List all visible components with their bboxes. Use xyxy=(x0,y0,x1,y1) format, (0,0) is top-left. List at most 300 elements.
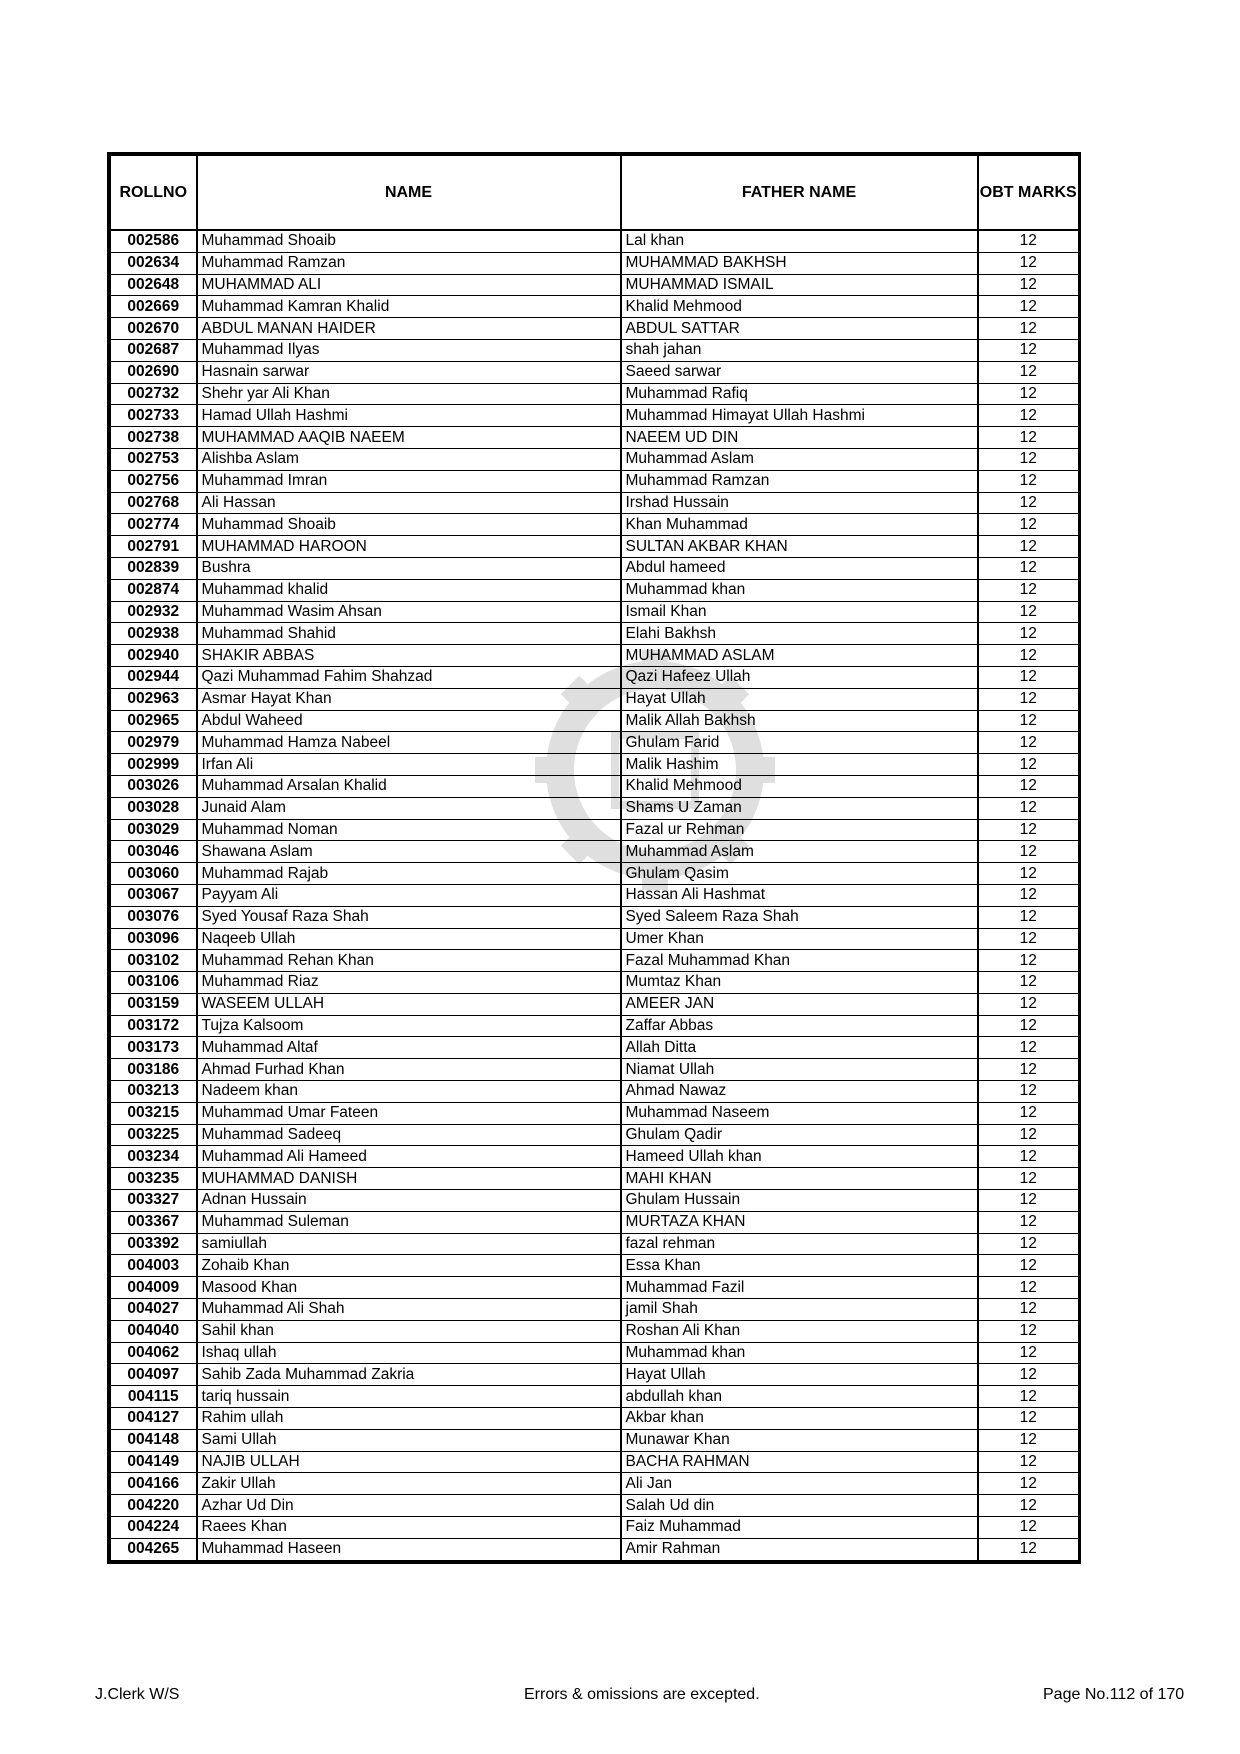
cell-obt-marks: 12 xyxy=(978,928,1079,950)
cell-father-name: fazal rehman xyxy=(621,1233,978,1255)
cell-obt-marks: 12 xyxy=(978,732,1079,754)
cell-rollno: 004003 xyxy=(111,1255,197,1277)
cell-father-name: Ismail Khan xyxy=(621,601,978,623)
cell-rollno: 002965 xyxy=(111,710,197,732)
cell-name: Muhammad Noman xyxy=(197,819,621,841)
table-row xyxy=(111,1538,1079,1560)
cell-obt-marks: 12 xyxy=(978,1299,1079,1321)
cell-father-name: Akbar khan xyxy=(621,1408,978,1430)
cell-name: Zohaib Khan xyxy=(197,1255,621,1277)
cell-name: Muhammad Shoaib xyxy=(197,514,621,536)
cell-rollno: 004027 xyxy=(111,1299,197,1321)
table-row xyxy=(111,841,1079,863)
cell-obt-marks: 12 xyxy=(978,1451,1079,1473)
cell-name: Bushra xyxy=(197,557,621,579)
cell-name: Muhammad Kamran Khalid xyxy=(197,296,621,318)
table-row xyxy=(111,1320,1079,1342)
cell-father-name: Niamat Ullah xyxy=(621,1059,978,1081)
footer-page-number: Page No.112 of 170 xyxy=(1043,1686,1185,1703)
cell-father-name: Malik Hashim xyxy=(621,754,978,776)
cell-obt-marks: 12 xyxy=(978,863,1079,885)
table-row xyxy=(111,754,1079,776)
table-row xyxy=(111,1211,1079,1233)
table-row xyxy=(111,1386,1079,1408)
cell-name: Muhammad Hamza Nabeel xyxy=(197,732,621,754)
cell-obt-marks: 12 xyxy=(978,383,1079,405)
cell-obt-marks: 12 xyxy=(978,1408,1079,1430)
cell-obt-marks: 12 xyxy=(978,339,1079,361)
table-row xyxy=(111,1342,1079,1364)
cell-obt-marks: 12 xyxy=(978,1538,1079,1560)
cell-name: Muhammad Altaf xyxy=(197,1037,621,1059)
table-row xyxy=(111,863,1079,885)
table-row xyxy=(111,1124,1079,1146)
cell-rollno: 004148 xyxy=(111,1429,197,1451)
cell-name: Irfan Ali xyxy=(197,754,621,776)
table-row xyxy=(111,492,1079,514)
cell-obt-marks: 12 xyxy=(978,1059,1079,1081)
cell-father-name: Muhammad khan xyxy=(621,579,978,601)
cell-obt-marks: 12 xyxy=(978,1255,1079,1277)
table-row xyxy=(111,318,1079,340)
cell-obt-marks: 12 xyxy=(978,1168,1079,1190)
table-row xyxy=(111,623,1079,645)
cell-rollno: 003172 xyxy=(111,1015,197,1037)
table-row xyxy=(111,1168,1079,1190)
table-row xyxy=(111,252,1079,274)
cell-name: Raees Khan xyxy=(197,1517,621,1539)
cell-obt-marks: 12 xyxy=(978,841,1079,863)
cell-name: Shehr yar Ali Khan xyxy=(197,383,621,405)
table-row xyxy=(111,230,1079,252)
table-row xyxy=(111,732,1079,754)
cell-name: Zakir Ullah xyxy=(197,1473,621,1495)
cell-rollno: 002774 xyxy=(111,514,197,536)
table-row xyxy=(111,427,1079,449)
table-row xyxy=(111,993,1079,1015)
cell-obt-marks: 12 xyxy=(978,666,1079,688)
cell-obt-marks: 12 xyxy=(978,972,1079,994)
cell-rollno: 004224 xyxy=(111,1517,197,1539)
cell-rollno: 002687 xyxy=(111,339,197,361)
cell-father-name: jamil Shah xyxy=(621,1299,978,1321)
cell-name: Muhammad Ali Shah xyxy=(197,1299,621,1321)
cell-name: Muhammad Imran xyxy=(197,470,621,492)
cell-name: Muhammad Umar Fateen xyxy=(197,1102,621,1124)
cell-obt-marks: 12 xyxy=(978,906,1079,928)
cell-obt-marks: 12 xyxy=(978,470,1079,492)
results-table xyxy=(110,155,1079,1561)
cell-father-name: Ghulam Farid xyxy=(621,732,978,754)
cell-father-name: Umer Khan xyxy=(621,928,978,950)
cell-obt-marks: 12 xyxy=(978,1233,1079,1255)
table-row xyxy=(111,1517,1079,1539)
header-rollno: ROLLNO xyxy=(111,156,197,231)
cell-father-name: Muhammad Aslam xyxy=(621,448,978,470)
cell-obt-marks: 12 xyxy=(978,775,1079,797)
cell-father-name: Ahmad Nawaz xyxy=(621,1081,978,1103)
cell-obt-marks: 12 xyxy=(978,1102,1079,1124)
cell-obt-marks: 12 xyxy=(978,1211,1079,1233)
cell-father-name: NAEEM UD DIN xyxy=(621,427,978,449)
table-row xyxy=(111,1429,1079,1451)
cell-father-name: Khalid Mehmood xyxy=(621,775,978,797)
cell-rollno: 002669 xyxy=(111,296,197,318)
table-row xyxy=(111,536,1079,558)
cell-name: MUHAMMAD DANISH xyxy=(197,1168,621,1190)
cell-name: Tujza Kalsoom xyxy=(197,1015,621,1037)
cell-name: Muhammad Wasim Ahsan xyxy=(197,601,621,623)
cell-father-name: Ghulam Hussain xyxy=(621,1190,978,1212)
cell-name: Asmar Hayat Khan xyxy=(197,688,621,710)
cell-rollno: 004166 xyxy=(111,1473,197,1495)
cell-name: Muhammad khalid xyxy=(197,579,621,601)
header-row xyxy=(111,156,1079,231)
cell-name: MUHAMMAD AAQIB NAEEM xyxy=(197,427,621,449)
results-table-container xyxy=(107,152,1081,1564)
cell-rollno: 002944 xyxy=(111,666,197,688)
cell-father-name: Mumtaz Khan xyxy=(621,972,978,994)
cell-obt-marks: 12 xyxy=(978,1124,1079,1146)
cell-rollno: 003029 xyxy=(111,819,197,841)
cell-name: SHAKIR ABBAS xyxy=(197,645,621,667)
cell-rollno: 003076 xyxy=(111,906,197,928)
cell-obt-marks: 12 xyxy=(978,1277,1079,1299)
cell-obt-marks: 12 xyxy=(978,623,1079,645)
table-row xyxy=(111,710,1079,732)
cell-name: Ali Hassan xyxy=(197,492,621,514)
table-row xyxy=(111,557,1079,579)
table-row xyxy=(111,1233,1079,1255)
cell-rollno: 003096 xyxy=(111,928,197,950)
table-row xyxy=(111,884,1079,906)
cell-name: Nadeem khan xyxy=(197,1081,621,1103)
cell-rollno: 003327 xyxy=(111,1190,197,1212)
table-row xyxy=(111,1037,1079,1059)
cell-obt-marks: 12 xyxy=(978,557,1079,579)
table-row xyxy=(111,579,1079,601)
cell-father-name: Khalid Mehmood xyxy=(621,296,978,318)
cell-rollno: 003046 xyxy=(111,841,197,863)
cell-father-name: MAHI KHAN xyxy=(621,1168,978,1190)
footer-disclaimer: Errors & omissions are excepted. xyxy=(524,1686,760,1703)
cell-rollno: 003106 xyxy=(111,972,197,994)
cell-obt-marks: 12 xyxy=(978,448,1079,470)
cell-father-name: shah jahan xyxy=(621,339,978,361)
cell-name: Masood Khan xyxy=(197,1277,621,1299)
cell-father-name: Muhammad Aslam xyxy=(621,841,978,863)
header-name: NAME xyxy=(197,156,621,231)
table-row xyxy=(111,645,1079,667)
cell-obt-marks: 12 xyxy=(978,1015,1079,1037)
cell-father-name: MUHAMMAD BAKHSH xyxy=(621,252,978,274)
table-row xyxy=(111,972,1079,994)
cell-father-name: Malik Allah Bakhsh xyxy=(621,710,978,732)
cell-rollno: 003026 xyxy=(111,775,197,797)
cell-father-name: Hameed Ullah khan xyxy=(621,1146,978,1168)
table-row xyxy=(111,1102,1079,1124)
cell-name: Qazi Muhammad Fahim Shahzad xyxy=(197,666,621,688)
cell-obt-marks: 12 xyxy=(978,950,1079,972)
table-row xyxy=(111,906,1079,928)
table-row xyxy=(111,1015,1079,1037)
cell-name: Junaid Alam xyxy=(197,797,621,819)
cell-obt-marks: 12 xyxy=(978,1495,1079,1517)
cell-rollno: 003060 xyxy=(111,863,197,885)
table-row xyxy=(111,666,1079,688)
table-row xyxy=(111,1190,1079,1212)
table-row xyxy=(111,1255,1079,1277)
cell-father-name: Faiz Muhammad xyxy=(621,1517,978,1539)
header-father-name: FATHER NAME xyxy=(621,156,978,231)
table-row xyxy=(111,296,1079,318)
cell-father-name: SULTAN AKBAR KHAN xyxy=(621,536,978,558)
cell-rollno: 002634 xyxy=(111,252,197,274)
cell-rollno: 003234 xyxy=(111,1146,197,1168)
cell-name: Adnan Hussain xyxy=(197,1190,621,1212)
table-row xyxy=(111,950,1079,972)
cell-name: Payyam Ali xyxy=(197,884,621,906)
cell-name: Sahil khan xyxy=(197,1320,621,1342)
cell-obt-marks: 12 xyxy=(978,1320,1079,1342)
cell-name: WASEEM ULLAH xyxy=(197,993,621,1015)
table-row xyxy=(111,470,1079,492)
cell-rollno: 003213 xyxy=(111,1081,197,1103)
cell-rollno: 003367 xyxy=(111,1211,197,1233)
cell-father-name: Salah Ud din xyxy=(621,1495,978,1517)
cell-obt-marks: 12 xyxy=(978,296,1079,318)
cell-obt-marks: 12 xyxy=(978,1190,1079,1212)
table-row xyxy=(111,1146,1079,1168)
cell-rollno: 003392 xyxy=(111,1233,197,1255)
cell-name: Muhammad Ali Hameed xyxy=(197,1146,621,1168)
header-obt-marks: OBT MARKS xyxy=(978,156,1079,231)
cell-father-name: Muhammad Ramzan xyxy=(621,470,978,492)
cell-obt-marks: 12 xyxy=(978,797,1079,819)
cell-father-name: Muhammad khan xyxy=(621,1342,978,1364)
cell-rollno: 002756 xyxy=(111,470,197,492)
cell-rollno: 002839 xyxy=(111,557,197,579)
table-row xyxy=(111,1081,1079,1103)
table-row xyxy=(111,819,1079,841)
cell-name: Muhammad Ramzan xyxy=(197,252,621,274)
cell-obt-marks: 12 xyxy=(978,514,1079,536)
cell-rollno: 004097 xyxy=(111,1364,197,1386)
cell-rollno: 003215 xyxy=(111,1102,197,1124)
cell-name: Hasnain sarwar xyxy=(197,361,621,383)
cell-rollno: 002791 xyxy=(111,536,197,558)
table-row xyxy=(111,1277,1079,1299)
cell-father-name: abdullah khan xyxy=(621,1386,978,1408)
cell-name: Naqeeb Ullah xyxy=(197,928,621,950)
table-row xyxy=(111,1059,1079,1081)
cell-father-name: Munawar Khan xyxy=(621,1429,978,1451)
cell-name: Muhammad Haseen xyxy=(197,1538,621,1560)
cell-father-name: Ali Jan xyxy=(621,1473,978,1495)
cell-father-name: Fazal Muhammad Khan xyxy=(621,950,978,972)
cell-father-name: Saeed sarwar xyxy=(621,361,978,383)
cell-father-name: Irshad Hussain xyxy=(621,492,978,514)
cell-obt-marks: 12 xyxy=(978,1342,1079,1364)
footer-left-text: J.Clerk W/S xyxy=(95,1686,180,1703)
cell-father-name: Muhammad Rafiq xyxy=(621,383,978,405)
cell-rollno: 002932 xyxy=(111,601,197,623)
cell-obt-marks: 12 xyxy=(978,645,1079,667)
cell-rollno: 002979 xyxy=(111,732,197,754)
cell-rollno: 002586 xyxy=(111,230,197,252)
cell-obt-marks: 12 xyxy=(978,1429,1079,1451)
cell-father-name: Allah Ditta xyxy=(621,1037,978,1059)
cell-father-name: Qazi Hafeez Ullah xyxy=(621,666,978,688)
cell-obt-marks: 12 xyxy=(978,1037,1079,1059)
cell-rollno: 004265 xyxy=(111,1538,197,1560)
cell-name: Abdul Waheed xyxy=(197,710,621,732)
cell-name: Muhammad Arsalan Khalid xyxy=(197,775,621,797)
cell-rollno: 002874 xyxy=(111,579,197,601)
cell-rollno: 003067 xyxy=(111,884,197,906)
cell-name: Hamad Ullah Hashmi xyxy=(197,405,621,427)
cell-name: Muhammad Shahid xyxy=(197,623,621,645)
table-row xyxy=(111,775,1079,797)
cell-rollno: 003235 xyxy=(111,1168,197,1190)
cell-father-name: Abdul hameed xyxy=(621,557,978,579)
cell-rollno: 003186 xyxy=(111,1059,197,1081)
cell-rollno: 002738 xyxy=(111,427,197,449)
cell-father-name: Zaffar Abbas xyxy=(621,1015,978,1037)
cell-obt-marks: 12 xyxy=(978,1364,1079,1386)
cell-father-name: Elahi Bakhsh xyxy=(621,623,978,645)
table-row xyxy=(111,1495,1079,1517)
cell-rollno: 003102 xyxy=(111,950,197,972)
table-row xyxy=(111,928,1079,950)
table-row xyxy=(111,405,1079,427)
cell-obt-marks: 12 xyxy=(978,993,1079,1015)
cell-name: Muhammad Riaz xyxy=(197,972,621,994)
cell-name: MUHAMMAD ALI xyxy=(197,274,621,296)
cell-rollno: 002648 xyxy=(111,274,197,296)
cell-name: NAJIB ULLAH xyxy=(197,1451,621,1473)
cell-obt-marks: 12 xyxy=(978,1081,1079,1103)
cell-father-name: MUHAMMAD ASLAM xyxy=(621,645,978,667)
table-row xyxy=(111,361,1079,383)
cell-name: MUHAMMAD HAROON xyxy=(197,536,621,558)
cell-rollno: 003028 xyxy=(111,797,197,819)
table-row xyxy=(111,797,1079,819)
cell-father-name: Ghulam Qadir xyxy=(621,1124,978,1146)
cell-father-name: Fazal ur Rehman xyxy=(621,819,978,841)
cell-father-name: Hayat Ullah xyxy=(621,688,978,710)
table-row xyxy=(111,1364,1079,1386)
cell-obt-marks: 12 xyxy=(978,318,1079,340)
cell-rollno: 002999 xyxy=(111,754,197,776)
cell-rollno: 004220 xyxy=(111,1495,197,1517)
cell-obt-marks: 12 xyxy=(978,361,1079,383)
cell-father-name: Khan Muhammad xyxy=(621,514,978,536)
cell-obt-marks: 12 xyxy=(978,579,1079,601)
cell-obt-marks: 12 xyxy=(978,230,1079,252)
cell-obt-marks: 12 xyxy=(978,1473,1079,1495)
cell-father-name: Amir Rahman xyxy=(621,1538,978,1560)
cell-name: Muhammad Sadeeq xyxy=(197,1124,621,1146)
table-row xyxy=(111,1451,1079,1473)
cell-obt-marks: 12 xyxy=(978,601,1079,623)
cell-name: Ishaq ullah xyxy=(197,1342,621,1364)
cell-rollno: 002733 xyxy=(111,405,197,427)
cell-obt-marks: 12 xyxy=(978,252,1079,274)
cell-name: tariq hussain xyxy=(197,1386,621,1408)
table-row xyxy=(111,1408,1079,1430)
cell-father-name: MURTAZA KHAN xyxy=(621,1211,978,1233)
table-row xyxy=(111,688,1079,710)
table-row xyxy=(111,274,1079,296)
cell-rollno: 003159 xyxy=(111,993,197,1015)
cell-father-name: Essa Khan xyxy=(621,1255,978,1277)
cell-father-name: Syed Saleem Raza Shah xyxy=(621,906,978,928)
cell-father-name: Muhammad Himayat Ullah Hashmi xyxy=(621,405,978,427)
cell-father-name: MUHAMMAD ISMAIL xyxy=(621,274,978,296)
cell-obt-marks: 12 xyxy=(978,1517,1079,1539)
cell-name: Sami Ullah xyxy=(197,1429,621,1451)
cell-rollno: 004040 xyxy=(111,1320,197,1342)
cell-obt-marks: 12 xyxy=(978,710,1079,732)
cell-obt-marks: 12 xyxy=(978,1146,1079,1168)
cell-name: Alishba Aslam xyxy=(197,448,621,470)
cell-obt-marks: 12 xyxy=(978,274,1079,296)
table-row xyxy=(111,383,1079,405)
cell-rollno: 004127 xyxy=(111,1408,197,1430)
cell-name: Sahib Zada Muhammad Zakria xyxy=(197,1364,621,1386)
cell-rollno: 004115 xyxy=(111,1386,197,1408)
cell-rollno: 003173 xyxy=(111,1037,197,1059)
cell-name: samiullah xyxy=(197,1233,621,1255)
cell-name: Muhammad Rehan Khan xyxy=(197,950,621,972)
cell-rollno: 002768 xyxy=(111,492,197,514)
table-row xyxy=(111,448,1079,470)
cell-rollno: 002940 xyxy=(111,645,197,667)
table-row xyxy=(111,601,1079,623)
cell-name: Azhar Ud Din xyxy=(197,1495,621,1517)
cell-rollno: 004009 xyxy=(111,1277,197,1299)
cell-name: ABDUL MANAN HAIDER xyxy=(197,318,621,340)
table-row xyxy=(111,1299,1079,1321)
cell-father-name: Lal khan xyxy=(621,230,978,252)
cell-rollno: 002670 xyxy=(111,318,197,340)
cell-name: Muhammad Ilyas xyxy=(197,339,621,361)
cell-obt-marks: 12 xyxy=(978,492,1079,514)
cell-rollno: 002732 xyxy=(111,383,197,405)
cell-name: Shawana Aslam xyxy=(197,841,621,863)
cell-name: Muhammad Shoaib xyxy=(197,230,621,252)
cell-father-name: ABDUL SATTAR xyxy=(621,318,978,340)
cell-obt-marks: 12 xyxy=(978,536,1079,558)
cell-name: Rahim ullah xyxy=(197,1408,621,1430)
cell-father-name: Muhammad Naseem xyxy=(621,1102,978,1124)
cell-obt-marks: 12 xyxy=(978,1386,1079,1408)
cell-name: Muhammad Rajab xyxy=(197,863,621,885)
cell-rollno: 004149 xyxy=(111,1451,197,1473)
cell-obt-marks: 12 xyxy=(978,405,1079,427)
cell-rollno: 002690 xyxy=(111,361,197,383)
cell-father-name: AMEER JAN xyxy=(621,993,978,1015)
table-row xyxy=(111,339,1079,361)
cell-rollno: 002938 xyxy=(111,623,197,645)
cell-rollno: 003225 xyxy=(111,1124,197,1146)
table-row xyxy=(111,514,1079,536)
cell-father-name: Roshan Ali Khan xyxy=(621,1320,978,1342)
table-row xyxy=(111,1473,1079,1495)
cell-father-name: Muhammad Fazil xyxy=(621,1277,978,1299)
cell-obt-marks: 12 xyxy=(978,819,1079,841)
